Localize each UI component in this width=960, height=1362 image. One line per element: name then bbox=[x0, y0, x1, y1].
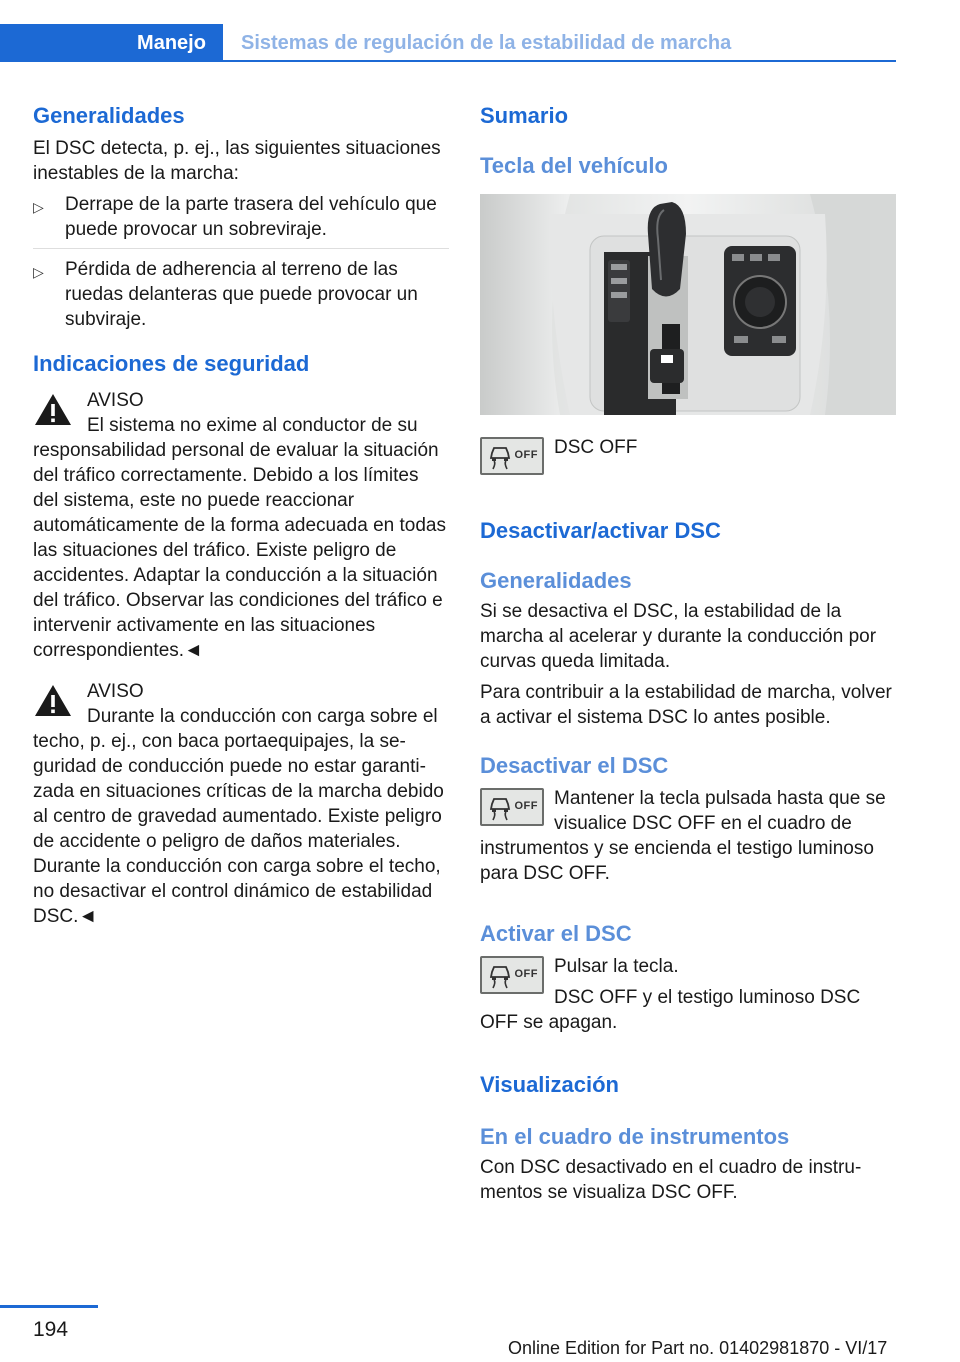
activate-paragraph-1: Pulsar la tecla. bbox=[554, 956, 679, 977]
car-skid-icon bbox=[486, 962, 514, 990]
heading-generalidades-2: Generalidades bbox=[480, 568, 632, 593]
intro-paragraph: El DSC detecta, p. ej., las siguientes situaciones inestables de la marcha: bbox=[33, 138, 441, 184]
key-label: DSC OFF bbox=[554, 437, 638, 458]
general-paragraph-1: Si se desactiva el DSC, la estabilidad de la marcha al acelerar y durante la conducción por curvas queda limitada. bbox=[480, 601, 877, 672]
deactivate-block bbox=[480, 786, 896, 886]
warning-1-text: El sistema no exime al conductor de su responsabilidad personal de evaluar la situación del tráfico correctamente. Debido a los límites del sistema, este no puede reaccionar automáticamente de la forma adecuada en todas las situaciones del tráfico. Existe peligro de accidentes. Adaptar la conducción a la situación del tráfico. Observar las condiciones del tráfico e intervenir activamente en las situaciones correspondientes.◄ bbox=[33, 415, 446, 661]
warning-2-text: Durante la conducción con carga sobre el techo, p. ej., con baca portaequipajes, la seguridad de conducción puede no estar garantizada en situaciones críticas de la marcha debido al centro de gravedad aumentado. Existe peligro de accidente o peligro de daños materiales. Durante la conducción con carga sobre el techo, no desactivar el control dinámico de estabilidad DSC.◄ bbox=[33, 706, 444, 927]
general-paragraph-2: Para contribuir a la estabilidad de marcha, volver a activar el sistema DSC lo antes posible. bbox=[480, 682, 892, 728]
center-console-photo bbox=[480, 194, 896, 415]
dsc-off-button[interactable] bbox=[480, 437, 544, 475]
car-skid-icon bbox=[486, 794, 514, 822]
triangle-bullet-icon: ▷ bbox=[33, 199, 44, 215]
deactivate-paragraph: Mantener la tecla pulsada hasta que se visualice DSC OFF en el cuadro de instrumentos y se encienda el testigo luminoso para DSC OFF. bbox=[480, 788, 886, 884]
warning-2-title: AVISO bbox=[87, 681, 144, 702]
edition-note: Online Edition for Part no. 01402981870 - VI/17 bbox=[508, 1338, 888, 1358]
center-console-image bbox=[480, 194, 896, 415]
left-column bbox=[33, 100, 449, 929]
heading-activate: Activar el DSC bbox=[480, 921, 632, 946]
list-item: ▷ Derrape de la parte trasera del vehículo que puede provocar un sobreviraje. bbox=[33, 192, 449, 249]
warning-triangle-icon bbox=[33, 392, 73, 428]
activate-block bbox=[480, 954, 896, 1035]
section-title[interactable]: Sistemas de regulación de la estabilidad de marcha bbox=[241, 32, 732, 54]
heading-vehicle-key: Tecla del vehículo bbox=[480, 153, 668, 178]
instability-list bbox=[33, 192, 449, 338]
heading-cluster: En el cuadro de instrumentos bbox=[480, 1124, 790, 1149]
heading-display: Visualización bbox=[480, 1072, 619, 1097]
key-row bbox=[480, 435, 896, 475]
warning-1-title: AVISO bbox=[87, 390, 144, 411]
warning-triangle-icon bbox=[33, 683, 73, 719]
header-accent-bar bbox=[0, 24, 120, 62]
heading-deactivate-activate: Desactivar/activar DSC bbox=[480, 518, 721, 543]
car-skid-icon bbox=[486, 443, 514, 471]
off-label: OFF bbox=[514, 449, 538, 461]
page-number: 194 bbox=[33, 1318, 69, 1341]
footer-rule bbox=[0, 1305, 98, 1308]
chapter-tab[interactable]: Manejo bbox=[120, 24, 223, 62]
cluster-paragraph: Con DSC desactivado en el cuadro de instrumentos se visualiza DSC OFF. bbox=[480, 1157, 862, 1203]
off-label: OFF bbox=[514, 968, 538, 980]
heading-deactivate: Desactivar el DSC bbox=[480, 753, 669, 778]
heading-safety: Indicaciones de seguridad bbox=[33, 351, 310, 376]
warning-block-1 bbox=[33, 388, 449, 663]
activate-paragraph-2: DSC OFF y el testigo luminoso DSC OFF se apagan. bbox=[480, 987, 861, 1033]
dsc-off-button[interactable] bbox=[480, 956, 544, 994]
warning-block-2 bbox=[33, 679, 449, 929]
triangle-bullet-icon: ▷ bbox=[33, 264, 44, 280]
right-column bbox=[480, 100, 896, 1205]
header-rule bbox=[223, 60, 896, 62]
list-item: ▷ Pérdida de adherencia al terreno de las ruedas delanteras que puede provocar un subviraje. bbox=[33, 259, 418, 330]
heading-sumario: Sumario bbox=[480, 103, 569, 128]
heading-generalidades: Generalidades bbox=[33, 103, 185, 128]
off-label: OFF bbox=[514, 800, 538, 812]
dsc-off-button[interactable] bbox=[480, 788, 544, 826]
